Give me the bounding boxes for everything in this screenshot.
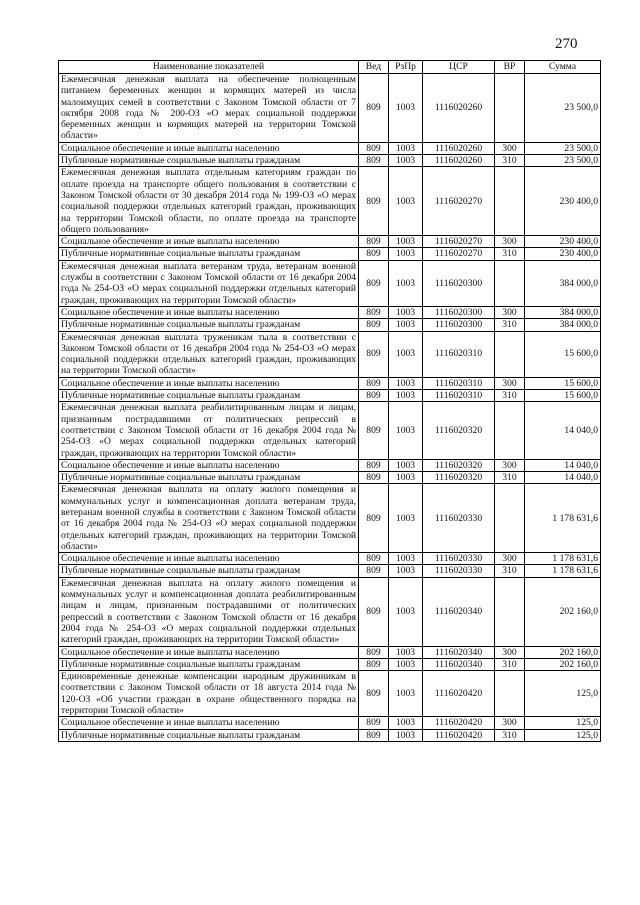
- row-name: Социальное обеспечение и иные выплаты населению: [59, 459, 359, 471]
- row-ved: 809: [359, 377, 389, 389]
- row-csr: 1116020330: [423, 484, 495, 553]
- row-sum: 23 500,0: [525, 142, 601, 154]
- row-vr: 300: [495, 459, 525, 471]
- row-csr: 1116020330: [423, 565, 495, 577]
- row-csr: 1116020310: [423, 331, 495, 377]
- row-ved: 809: [359, 646, 389, 658]
- row-csr: 1116020420: [423, 671, 495, 717]
- row-sum: 1 178 631,6: [525, 553, 601, 565]
- row-csr: 1116020300: [423, 306, 495, 318]
- row-ved: 809: [359, 260, 389, 306]
- header-ved: Вед: [359, 61, 389, 74]
- row-ved: 809: [359, 155, 389, 167]
- row-ved: 809: [359, 331, 389, 377]
- header-sum: Сумма: [525, 61, 601, 74]
- table-row: [59, 260, 601, 306]
- row-csr: 1116020300: [423, 260, 495, 306]
- header-vr: ВР: [495, 61, 525, 74]
- row-csr: 1116020260: [423, 142, 495, 154]
- row-csr: 1116020320: [423, 459, 495, 471]
- table-row: [59, 155, 601, 167]
- table-row: [59, 331, 601, 377]
- row-vr: 300: [495, 306, 525, 318]
- row-sum: 230 400,0: [525, 236, 601, 248]
- row-sum: 15 600,0: [525, 377, 601, 389]
- row-sum: 15 600,0: [525, 390, 601, 402]
- row-ved: 809: [359, 390, 389, 402]
- row-vr: 300: [495, 377, 525, 389]
- row-ved: 809: [359, 729, 389, 741]
- row-ved: 809: [359, 577, 389, 646]
- row-sum: 384 000,0: [525, 260, 601, 306]
- table-row: [59, 577, 601, 646]
- table-row: [59, 390, 601, 402]
- table-row: [59, 402, 601, 459]
- row-rzpr: 1003: [389, 459, 423, 471]
- row-vr: 310: [495, 729, 525, 741]
- table-row: [59, 717, 601, 729]
- row-name: Публичные нормативные социальные выплаты гражданам: [59, 472, 359, 484]
- row-name: Публичные нормативные социальные выплаты гражданам: [59, 565, 359, 577]
- row-ved: 809: [359, 472, 389, 484]
- row-sum: 14 040,0: [525, 402, 601, 459]
- row-vr: 310: [495, 565, 525, 577]
- table-body: [59, 74, 601, 742]
- row-csr: 1116020420: [423, 717, 495, 729]
- row-rzpr: 1003: [389, 402, 423, 459]
- row-vr: 300: [495, 646, 525, 658]
- table-row: [59, 306, 601, 318]
- row-rzpr: 1003: [389, 729, 423, 741]
- table-row: [59, 565, 601, 577]
- row-ved: 809: [359, 459, 389, 471]
- row-csr: 1116020320: [423, 402, 495, 459]
- row-rzpr: 1003: [389, 377, 423, 389]
- row-name: Социальное обеспечение и иные выплаты населению: [59, 306, 359, 318]
- row-vr: [495, 74, 525, 143]
- row-vr: 310: [495, 248, 525, 260]
- row-rzpr: 1003: [389, 484, 423, 553]
- table-row: [59, 319, 601, 331]
- header-name: Наименование показателей: [59, 61, 359, 74]
- table-row: [59, 729, 601, 741]
- row-rzpr: 1003: [389, 553, 423, 565]
- row-csr: 1116020300: [423, 319, 495, 331]
- row-sum: 23 500,0: [525, 74, 601, 143]
- row-vr: [495, 402, 525, 459]
- row-ved: 809: [359, 74, 389, 143]
- row-vr: [495, 577, 525, 646]
- row-name: Социальное обеспечение и иные выплаты населению: [59, 377, 359, 389]
- row-name: Ежемесячная денежная выплата на оплату жилого помещения и коммунальных услуг и компенсационная доплата реабилитированным лицам и лицам, признанным пострадавшими от политических репрессий в соответствии с Законом Томской области от 16 декабря 2004 года № 254-ОЗ «О мерах социальной поддержки отдельных категорий граждан, проживающих на территории Томской области»: [59, 577, 359, 646]
- table-row: [59, 248, 601, 260]
- row-name: Публичные нормативные социальные выплаты гражданам: [59, 729, 359, 741]
- table-row: [59, 658, 601, 670]
- row-rzpr: 1003: [389, 74, 423, 143]
- table-row: [59, 472, 601, 484]
- table-row: [59, 553, 601, 565]
- row-vr: 300: [495, 236, 525, 248]
- row-name: Публичные нормативные социальные выплаты гражданам: [59, 155, 359, 167]
- row-sum: 1 178 631,6: [525, 484, 601, 553]
- row-ved: 809: [359, 671, 389, 717]
- row-vr: 310: [495, 155, 525, 167]
- header-csr: ЦСР: [423, 61, 495, 74]
- row-sum: 230 400,0: [525, 248, 601, 260]
- row-name: Ежемесячная денежная выплата на оплату жилого помещения и коммунальных услуг и компенсационная доплата ветеранам труда, ветеранам военной службы в соответствии с Законом Томской области от 16 декабря 2004 года № 254-ОЗ «О мерах социальной поддержки отдельных категорий граждан, проживающих на территории Томской области»: [59, 484, 359, 553]
- row-vr: [495, 331, 525, 377]
- row-vr: 300: [495, 142, 525, 154]
- row-name: Ежемесячная денежная выплата труженикам тыла в соответствии с Законом Томской области от 16 декабря 2004 года № 254-ОЗ «О мерах социальной поддержки отдельных категорий граждан, проживающих на территории Томской области»: [59, 331, 359, 377]
- row-ved: 809: [359, 484, 389, 553]
- row-csr: 1116020340: [423, 658, 495, 670]
- row-ved: 809: [359, 565, 389, 577]
- row-rzpr: 1003: [389, 142, 423, 154]
- row-ved: 809: [359, 142, 389, 154]
- row-rzpr: 1003: [389, 577, 423, 646]
- row-csr: 1116020270: [423, 167, 495, 236]
- row-ved: 809: [359, 402, 389, 459]
- row-name: Ежемесячная денежная выплата ветеранам труда, ветеранам военной службы в соответствии с Законом Томской области от 16 декабря 2004 года № 254-ОЗ «О мерах социальной поддержки отдельных категорий граждан, проживающих на территории Томской области»: [59, 260, 359, 306]
- row-sum: 125,0: [525, 671, 601, 717]
- row-csr: 1116020340: [423, 577, 495, 646]
- row-sum: 23 500,0: [525, 155, 601, 167]
- row-name: Ежемесячная денежная выплата отдельным категориям граждан по оплате проезда на транспорте общего пользования в соответствии с Законом Томской области от 30 декабря 2014 года № 199-ОЗ «О мерах социальной поддержки отдельных категорий граждан, проживающих на территории Томской области, по оплате проезда на транспорте общего пользования»: [59, 167, 359, 236]
- table-row: [59, 74, 601, 143]
- row-vr: [495, 671, 525, 717]
- row-rzpr: 1003: [389, 717, 423, 729]
- row-rzpr: 1003: [389, 236, 423, 248]
- row-rzpr: 1003: [389, 646, 423, 658]
- table-row: [59, 377, 601, 389]
- row-rzpr: 1003: [389, 167, 423, 236]
- row-sum: 14 040,0: [525, 459, 601, 471]
- row-rzpr: 1003: [389, 155, 423, 167]
- row-csr: 1116020270: [423, 236, 495, 248]
- row-vr: [495, 167, 525, 236]
- row-rzpr: 1003: [389, 319, 423, 331]
- row-name: Публичные нормативные социальные выплаты гражданам: [59, 319, 359, 331]
- row-csr: 1116020340: [423, 646, 495, 658]
- row-ved: 809: [359, 167, 389, 236]
- row-vr: [495, 484, 525, 553]
- row-rzpr: 1003: [389, 671, 423, 717]
- row-rzpr: 1003: [389, 248, 423, 260]
- row-vr: [495, 260, 525, 306]
- row-csr: 1116020310: [423, 377, 495, 389]
- row-sum: 1 178 631,6: [525, 565, 601, 577]
- row-rzpr: 1003: [389, 306, 423, 318]
- row-name: Публичные нормативные социальные выплаты гражданам: [59, 390, 359, 402]
- header-rzpr: РзПр: [389, 61, 423, 74]
- row-rzpr: 1003: [389, 565, 423, 577]
- row-sum: 230 400,0: [525, 167, 601, 236]
- row-ved: 809: [359, 658, 389, 670]
- row-csr: 1116020260: [423, 155, 495, 167]
- table-row: [59, 484, 601, 553]
- budget-table: [58, 60, 601, 742]
- row-sum: 202 160,0: [525, 646, 601, 658]
- row-csr: 1116020420: [423, 729, 495, 741]
- row-vr: 310: [495, 658, 525, 670]
- table-row: [59, 236, 601, 248]
- page-number: 270: [555, 36, 578, 52]
- row-name: Социальное обеспечение и иные выплаты населению: [59, 553, 359, 565]
- row-ved: 809: [359, 717, 389, 729]
- row-sum: 125,0: [525, 717, 601, 729]
- row-vr: 310: [495, 319, 525, 331]
- row-name: Единовременные денежные компенсации народным дружинникам в соответствии с Законом Томской области от 18 августа 2014 года № 120-ОЗ «Об участии граждан в охране общественного порядка на территории Томской области»: [59, 671, 359, 717]
- row-name: Публичные нормативные социальные выплаты гражданам: [59, 658, 359, 670]
- row-ved: 809: [359, 319, 389, 331]
- row-name: Публичные нормативные социальные выплаты гражданам: [59, 248, 359, 260]
- row-ved: 809: [359, 248, 389, 260]
- row-sum: 384 000,0: [525, 319, 601, 331]
- row-sum: 384 000,0: [525, 306, 601, 318]
- row-ved: 809: [359, 306, 389, 318]
- table-row: [59, 142, 601, 154]
- table-row: [59, 671, 601, 717]
- row-rzpr: 1003: [389, 658, 423, 670]
- row-csr: 1116020270: [423, 248, 495, 260]
- row-name: Ежемесячная денежная выплата на обеспечение полноценным питанием беременных женщин и кормящих матерей из числа малоимущих семей в соответствии с Законом Томской области от 7 октября 2008 года № 200-ОЗ «О мерах социальной поддержки беременных женщин и кормящих матерей на территории Томской области»: [59, 74, 359, 143]
- row-name: Ежемесячная денежная выплата реабилитированным лицам и лицам, признанным пострадавшими от политических репрессий в соответствии с Законом Томской области от 16 декабря 2004 года № 254-ОЗ «О мерах социальной поддержки отдельных категорий граждан, проживающих на территории Томской области»: [59, 402, 359, 459]
- row-ved: 809: [359, 553, 389, 565]
- row-vr: 300: [495, 553, 525, 565]
- row-vr: 300: [495, 717, 525, 729]
- row-csr: 1116020260: [423, 74, 495, 143]
- row-vr: 310: [495, 472, 525, 484]
- row-sum: 15 600,0: [525, 331, 601, 377]
- row-csr: 1116020310: [423, 390, 495, 402]
- table-header-row: [59, 61, 601, 74]
- row-csr: 1116020330: [423, 553, 495, 565]
- row-sum: 202 160,0: [525, 658, 601, 670]
- row-sum: 14 040,0: [525, 472, 601, 484]
- row-name: Социальное обеспечение и иные выплаты населению: [59, 236, 359, 248]
- row-name: Социальное обеспечение и иные выплаты населению: [59, 142, 359, 154]
- table-row: [59, 646, 601, 658]
- row-csr: 1116020320: [423, 472, 495, 484]
- row-vr: 310: [495, 390, 525, 402]
- row-name: Социальное обеспечение и иные выплаты населению: [59, 646, 359, 658]
- row-rzpr: 1003: [389, 331, 423, 377]
- row-rzpr: 1003: [389, 390, 423, 402]
- row-rzpr: 1003: [389, 472, 423, 484]
- row-sum: 202 160,0: [525, 577, 601, 646]
- row-name: Социальное обеспечение и иные выплаты населению: [59, 717, 359, 729]
- table-row: [59, 459, 601, 471]
- table-row: [59, 167, 601, 236]
- row-sum: 125,0: [525, 729, 601, 741]
- row-ved: 809: [359, 236, 389, 248]
- row-rzpr: 1003: [389, 260, 423, 306]
